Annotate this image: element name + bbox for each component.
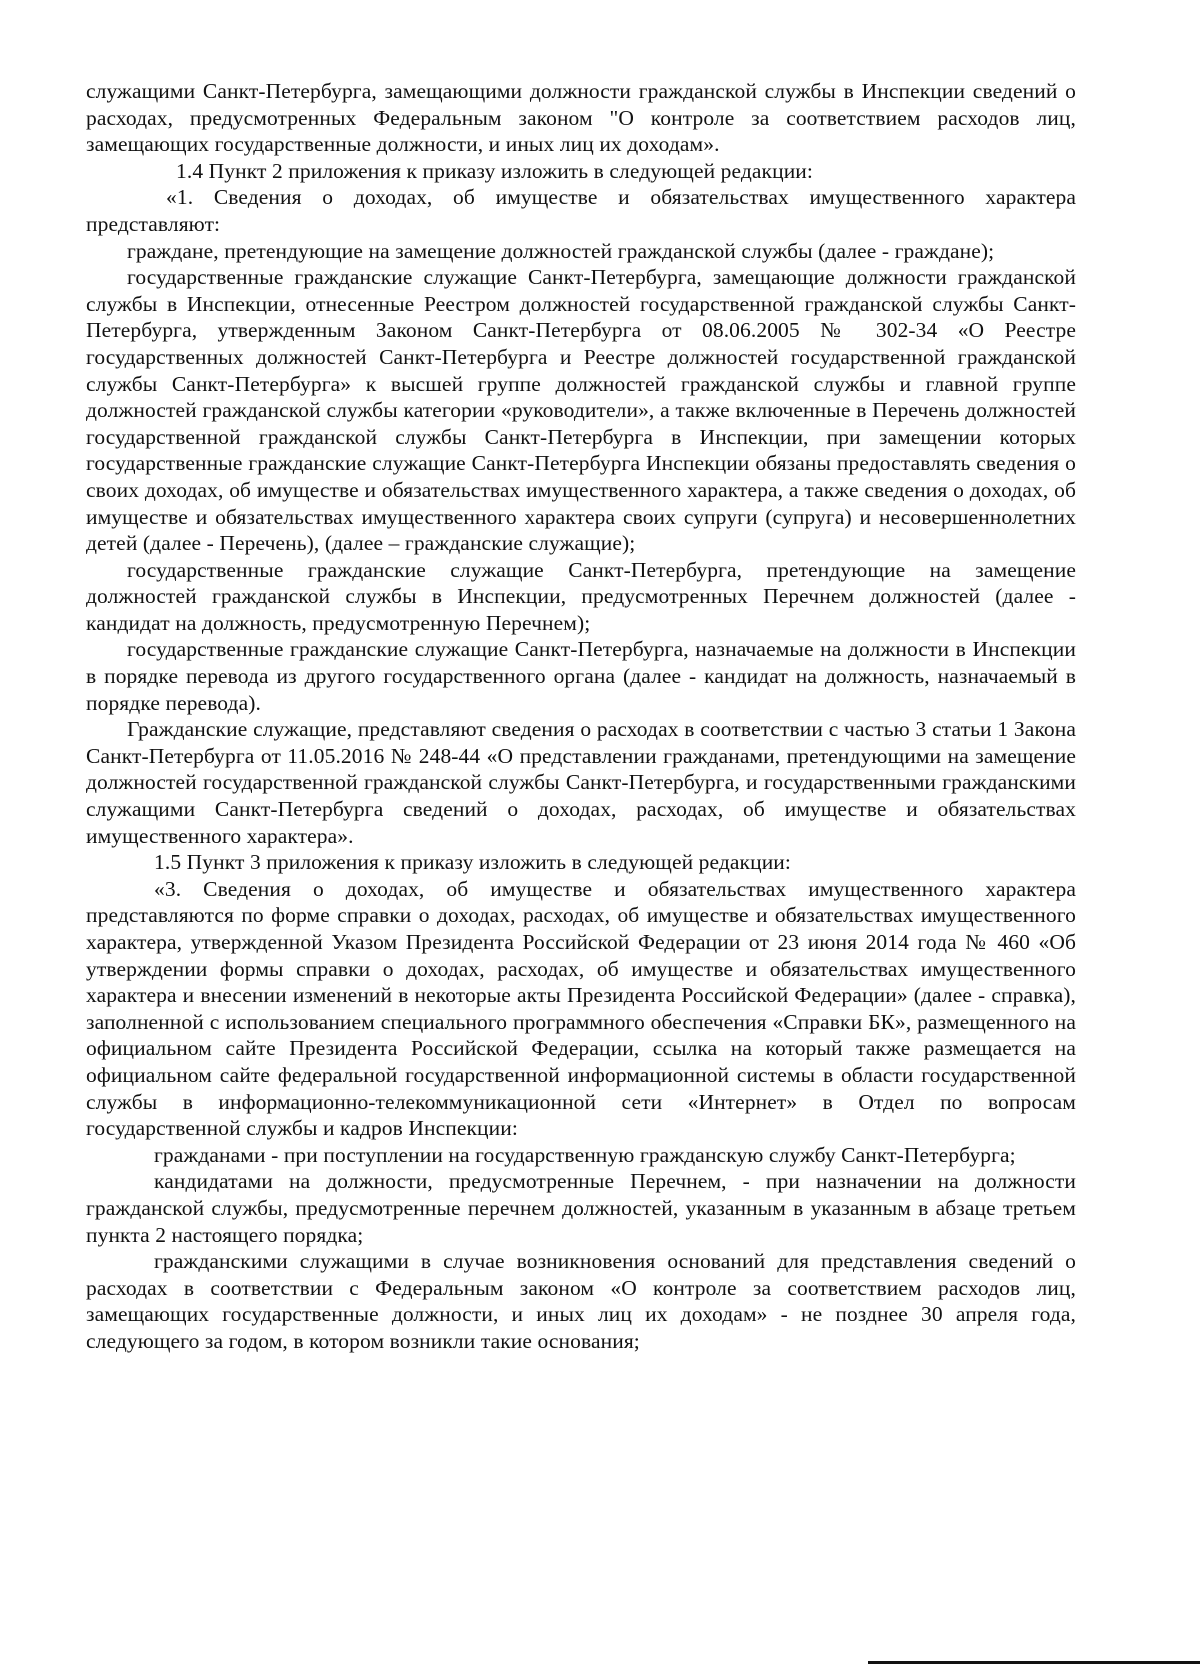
page-bottom-rule: [868, 1661, 1200, 1664]
paragraph-by-citizens: гражданами - при поступлении на государственную гражданскую службу Санкт-Петербурга;: [154, 1142, 1016, 1167]
paragraph-item-1-4: 1.4 Пункт 2 приложения к приказу изложить в следующей редакции:: [176, 158, 813, 183]
paragraph-clause-3: «3. Сведения о доходах, об имуществе и обязательствах имущественного характера представляются по форме справки о доходах, расходах, об имуществе и обязательствах имущественного характера, утвержденной Указом Президента Российской Федерации от 23 июня 2014 года № 460 «Об утверждении формы справки о доходах, расходах, об имуществе и обязательствах имущественного характера и внесении изменений в некоторые акты Президента Российской Федерации» (далее - справка), заполненной с использованием специального программного обеспечения «Справки БК», размещенного на официальном сайте Президента Российской Федерации, ссылка на который также размещается на официальном сайте федеральной государственной информационной системы в области государственной службы в информационно-телекоммуникационной сети «Интернет» в Отдел по вопросам государственной службы и кадров Инспекции:: [86, 876, 1076, 1141]
paragraph-candidates-list: государственные гражданские служащие Санкт-Петербурга, претендующие на замещение должностей гражданской службы в Инспекции, предусмотренных Перечнем должностей (далее - кандидат на должность, предусмотренную Перечнем);: [86, 557, 1076, 635]
paragraph-by-civil-servants: гражданскими служащими в случае возникновения оснований для представления сведений о расходах в соответствии с Федеральным законом «О контроле за соответствием расходов лиц, замещающих государственные должности, и иных лиц их доходам» - не позднее 30 апреля года, следующего за годом, в котором возникли такие основания;: [86, 1249, 1076, 1353]
paragraph-citizens: граждане, претендующие на замещение должностей гражданской службы (далее - граждане);: [127, 238, 995, 263]
paragraph-continuation: служащими Санкт-Петербурга, замещающими должности гражданской службы в Инспекции сведений о расходах, предусмотренных Федеральным законом "О контроле за соответствием расходов лиц, замещающих государственные должности, и иных лиц их доходам».: [86, 79, 1076, 157]
document-body: [86, 78, 1076, 1355]
paragraph-clause-1: «1. Сведения о доходах, об имуществе и обязательствах имущественного характера представляют:: [86, 185, 1076, 236]
paragraph-expenses-reporting: Гражданские служащие, представляют сведения о расходах в соответствии с частью 3 статьи 1 Закона Санкт-Петербурга от 11.05.2016 № 248-44 «О представлении гражданами, претендующими на замещение должностей государственной гражданской службы Санкт-Петербурга, и государственными гражданскими служащими Санкт-Петербурга сведений о доходах, расходах, об имуществе и обязательствах имущественного характера».: [86, 717, 1076, 848]
paragraph-by-candidates: кандидатами на должности, предусмотренные Перечнем, - при назначении на должности гражданской службы, предусмотренные перечнем должностей, указанным в указанным в абзаце третьем пункта 2 настоящего порядка;: [86, 1169, 1076, 1247]
paragraph-item-1-5: 1.5 Пункт 3 приложения к приказу изложить в следующей редакции:: [154, 850, 791, 875]
paragraph-civil-servants: государственные гражданские служащие Санкт-Петербурга, замещающие должности гражданской службы в Инспекции, отнесенные Реестром должностей государственной гражданской службы Санкт-Петербурга, утвержденным Законом Санкт-Петербурга от 08.06.2005 № 302-34 «О Реестре государственных должностей Санкт-Петербурга и Реестре должностей государственной гражданской службы Санкт-Петербурга» к высшей группе должностей гражданской службы и главной группе должностей гражданской службы категории «руководители», а также включенные в Перечень должностей государственной гражданской службы Санкт-Петербурга в Инспекции, при замещении которых государственные гражданские служащие Санкт-Петербурга Инспекции обязаны предоставлять сведения о своих доходах, об имуществе и обязательствах имущественного характера, а также сведения о доходах, об имуществе и обязательствах имущественного характера своих супруги (супруга) и несовершеннолетних детей (далее - Перечень), (далее – гражданские служащие);: [86, 265, 1076, 556]
paragraph-transfer-candidates: государственные гражданские служащие Санкт-Петербурга, назначаемые на должности в Инспекции в порядке перевода из другого государственного органа (далее - кандидат на должность, назначаемый в порядке перевода).: [86, 637, 1076, 715]
